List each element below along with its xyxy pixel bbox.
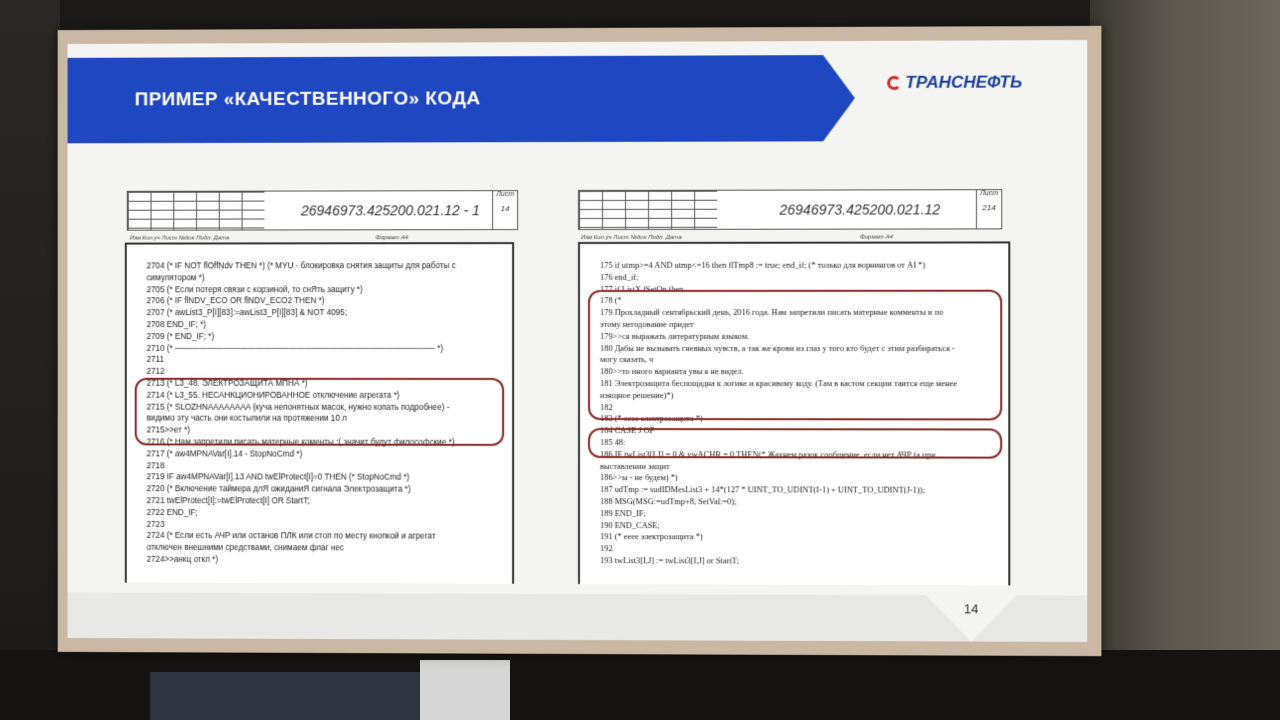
logo-text: ТРАНСНЕФТЬ bbox=[905, 72, 1023, 92]
projection-screen-frame bbox=[58, 26, 1102, 656]
presentation-slide bbox=[68, 40, 1088, 642]
room-background-right bbox=[1090, 0, 1280, 720]
right-stamp-columns: Изм Кол.уч Лист №док Подп. Дата bbox=[580, 234, 682, 241]
right-code-listing: 175 if utmp>=4 AND utmp<=16 then flTmp8 := true; end_if; (* только для ворнингов от AI *) 176 end_if; 177 if ListX.fSetOn then 178 (* 179 Прохладный сентябрьский день, 2016 года. Нам запретили писать матерные комменты и по этому негодование придет 179>>ся выражать литературным языком. 180 Дабы не вызывать гневных чувств, а так же крови из глаз у того кто будет с этим разбираться - могу сказать, ч 180>>то иного варианта увы я не видел. 181 Электрозащита беспощадна к логике и красивому коду. (Там в кастом секции таится еще менее изящное решение)*) 182 183 (* ееее электрозащита *) 184 CASE J OF 185 48: 186 IF twList3[I,J] = 0 & vwACHR = 0 THEN(* Жахнем разок сообщение, если нет АЧР (а при выставлении защит 186>>ы - не будем) *) 187 udTmp := sudIDMesList3 + 14*(127 * UINT_TO_UDINT(I-1) + UINT_TO_UDINT(J-1)); 188 MSG(MSG:=udTmp+8, SetVal:=0); 189 END_IF; 190 END_CASE; 191 (* ееее электрозащита *) 192 193 twList3[I,J] := twList3[I,J] or StartT; bbox=[599, 260, 957, 566]
right-highlight-oval-top bbox=[588, 290, 1002, 421]
left-sheet-label: Лист bbox=[496, 191, 515, 199]
left-doc-number: 26946973.425200.021.12 - 1 bbox=[301, 202, 480, 219]
right-sheet-label: Лист bbox=[979, 190, 999, 198]
left-format-label: Формат А4 bbox=[375, 235, 409, 242]
company-logo bbox=[887, 72, 1022, 93]
title-block-grid bbox=[128, 192, 265, 230]
right-title-block bbox=[578, 189, 1002, 241]
audience-screen bbox=[420, 660, 510, 720]
room-background-left bbox=[0, 0, 60, 720]
left-stamp-columns: Изм Кол.уч Лист №док Подп. Дата bbox=[129, 235, 230, 242]
right-highlight-oval-bottom bbox=[588, 428, 1002, 459]
title-block-grid bbox=[579, 191, 717, 229]
slide-title: ПРИМЕР «КАЧЕСТВЕННОГО» КОДА bbox=[134, 88, 481, 111]
right-doc-number: 26946973.425200.021.12 bbox=[779, 201, 941, 218]
left-sheet-number: 14 bbox=[500, 204, 510, 214]
right-code-page bbox=[578, 241, 1010, 585]
left-title-block bbox=[127, 190, 518, 242]
right-format-label: Формат А4 bbox=[859, 234, 894, 241]
left-highlight-oval bbox=[135, 378, 504, 446]
logo-icon bbox=[887, 76, 901, 90]
left-code-page bbox=[125, 242, 514, 584]
slide-page-number: 14 bbox=[963, 601, 979, 617]
left-sheet-cell bbox=[492, 191, 517, 229]
right-sheet-number: 214 bbox=[982, 203, 996, 213]
left-code-listing: 2704 (* IF NOT flOffNdv THEN *) (* MYU - блокировка снятия защиты для работы с симулятором *) 2705 (* Если потеря связи с корзиной, то снЯть защиту *) 2706 (* IF flNDV_ECO OR flNDV_ECO2 THEN *) 2707 (* awList3_P[I][83]:=awList3_P[I][83] & NOT 4095; 2708 END_IF; *) 2709 (* END_IF; *) 2710 (* ———————————————————————————————— *) 2711 2712 2713 (* L3_48. ЭЛЕКТРОЗАЩИТА МПНА *) 2714 (* L3_55. НЕСАНКЦИОНИРОВАННОЕ отключение агрегата *) 2715 (* SLOZHNAAAAAAAA (куча непонятных масок, нужно копать подробнее) - видимо эту часть они костылили на протяжении 10 л 2715>>ет *) 2716 (* Нам запретили писать матерные коменты :( значит будут философские *) 2717 (* aw4MPNAVar[I].14 - StopNoCmd *) 2718 2719 IF aw4MPNAVar[I].13 AND twElProtect[I]=0 THEN (* StopNoCmd *) 2720 (* Включение таймера длЯ ожиданиЯ сигнала Электрозащита *) 2721 twElProtect[I]:=twElProtect[I] OR StartT; 2722 END_IF; 2723 2724 (* Если есть АЧР или останов ПЛК или стоп по месту кнопкой и агрегат отключен внешними средствами, снимаем флаг нес 2724>>анкц откл *) bbox=[146, 261, 456, 564]
right-sheet-cell bbox=[976, 190, 1001, 228]
